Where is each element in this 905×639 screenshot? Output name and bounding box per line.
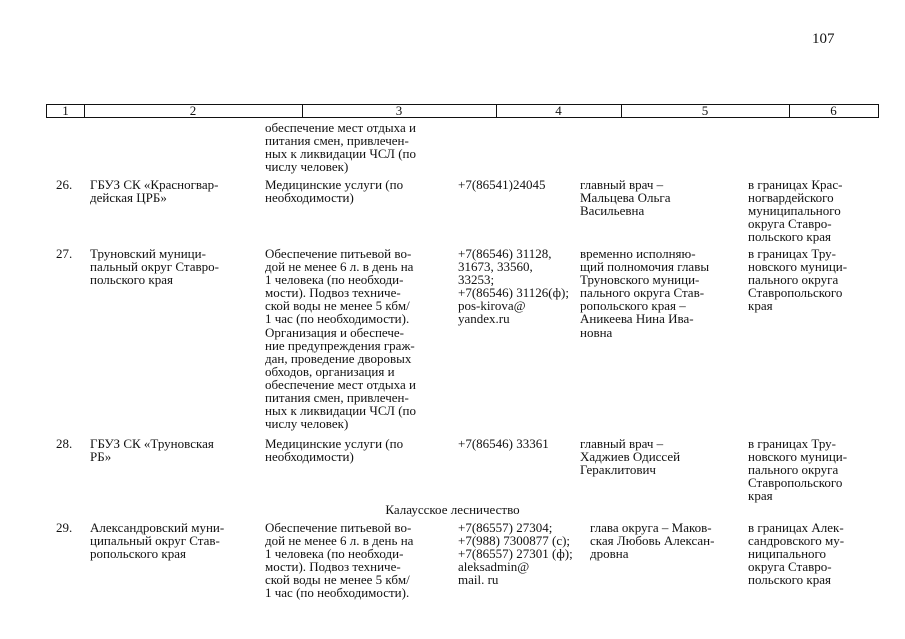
header-col-6: 6 [830, 103, 837, 118]
row-number: 28. [56, 436, 73, 451]
contacts-cell: +7(86546) 33361 [458, 436, 549, 451]
responsible-person-cell: главный врач – Хаджиев Одиссей Гераклитович [580, 436, 681, 478]
organization-cell: ГБУЗ СК «Труновская РБ» [90, 436, 214, 465]
contacts-cell: +7(86541)24045 [458, 177, 546, 192]
organization-cell: Труновский муници- пальный округ Ставро- польского края [90, 246, 219, 288]
page-number: 107 [812, 31, 835, 47]
header-col-5: 5 [621, 105, 790, 117]
header-col-1: 1 [47, 105, 85, 117]
header-col-4: 4 [496, 105, 622, 117]
service-area-cell: в границах Крас- ногвардейского муниципального округа Ставро- польского края [748, 177, 843, 245]
organization-cell: ГБУЗ СК «Красногвар- дейская ЦРБ» [90, 177, 219, 206]
continued-service-text: обеспечение мест отдыха и питания смен, привлечен- ных к ликвидации ЧСЛ (по числу человек) [265, 120, 417, 175]
contacts-cell: +7(86557) 27304; +7(988) 7300877 (с); +7(86557) 27301 (ф); aleksadmin@ mail. ru [458, 520, 573, 588]
responsible-person-cell: глава округа – Маков- ская Любовь Алексан- дровна [590, 520, 715, 562]
table-header-row [46, 104, 879, 118]
service-cell: Обеспечение питьевой во- дой не менее 6 л. в день на 1 человека (по необходи- мости). Подвоз техниче- ской воды не менее 5 кбм/ 1 час (по необходимости). [265, 520, 414, 601]
header-col-2: 2 [84, 105, 303, 117]
header-col-3: 3 [302, 105, 497, 117]
responsible-person-cell: временно исполняю- щий полномочия главы Труновского муници- пального округа Став- ропольского края – Аникеева Нина Ива- новна [580, 246, 710, 340]
responsible-person-cell: главный врач – Мальцева Ольга Васильевна [580, 177, 671, 219]
section-title: Калаусское лесничество [385, 502, 520, 517]
service-area-cell: в границах Алек- сандровского му- ниципального округа Ставро- польского края [748, 520, 845, 588]
service-cell: Обеспечение питьевой во- дой не менее 6 л. в день на 1 человека (по необходи- мости). Подвоз техниче- ской воды не менее 5 кбм/ 1 час (по необходимости). Организация и обеспече- ние предупреждения граж- дан, проведение дворовых обходов, организация и обеспечение мест отдыха и питания смен, привлечен- ных к ликвидации ЧСЛ (по числу человек) [265, 246, 417, 432]
contacts-cell: +7(86546) 31128, 31673, 33560, 33253; +7(86546) 31126(ф); pos-kirova@ yandex.ru [458, 246, 569, 327]
row-number: 27. [56, 246, 73, 261]
service-area-cell: в границах Тру- новского муници- пального округа Ставропольского края [748, 246, 848, 314]
row-number: 29. [56, 520, 73, 535]
row-number: 26. [56, 177, 73, 192]
organization-cell: Александровский муни- ципальный округ Став- ропольского края [90, 520, 225, 562]
service-area-cell: в границах Тру- новского муници- пального округа Ставропольского края [748, 436, 848, 504]
service-cell: Медицинские услуги (по необходимости) [265, 436, 404, 465]
service-cell: Медицинские услуги (по необходимости) [265, 177, 404, 206]
